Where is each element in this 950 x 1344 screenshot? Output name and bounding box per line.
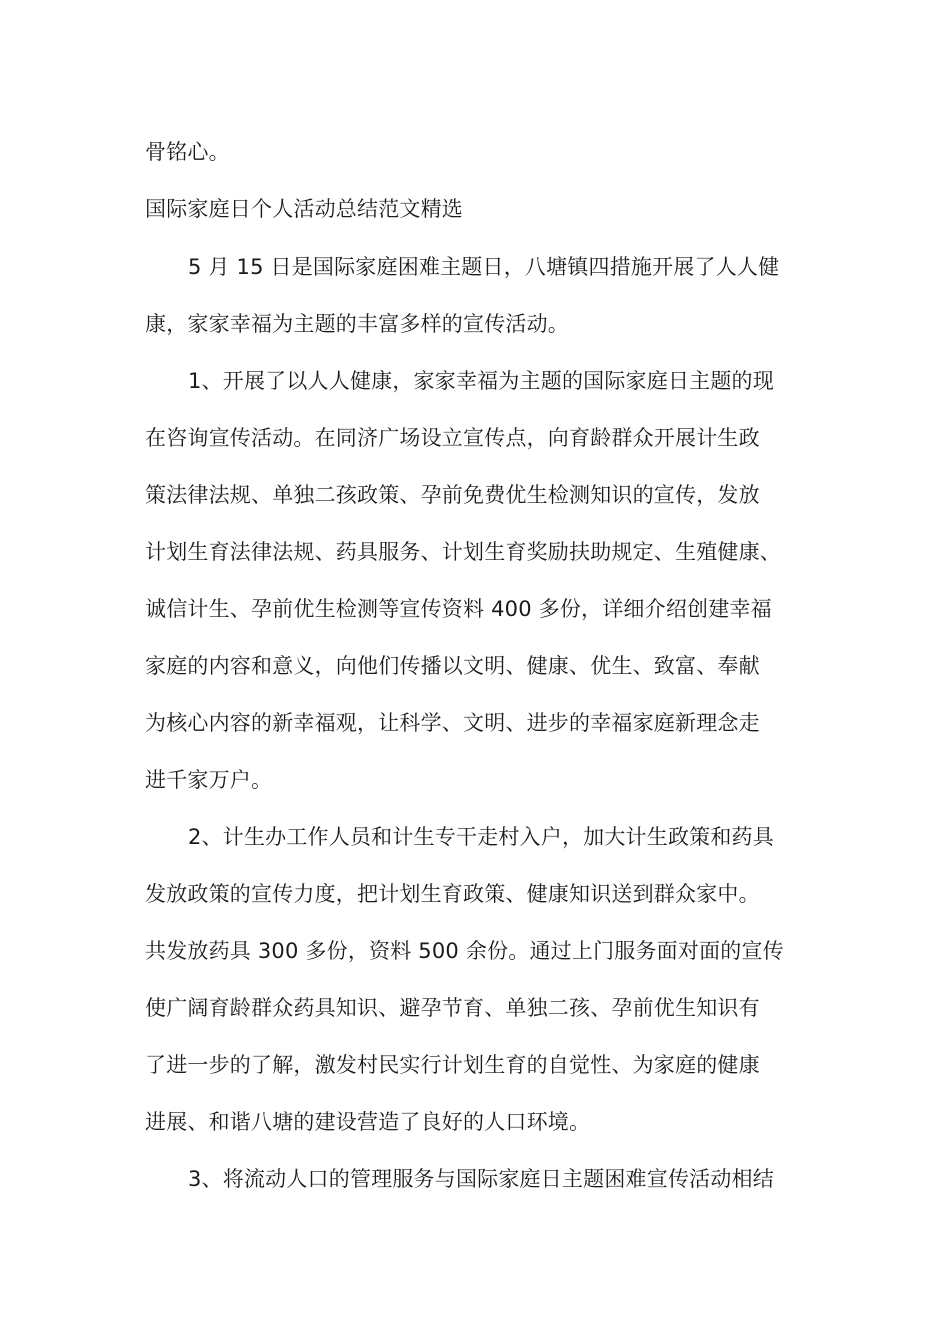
text-line: 家庭的内容和意义，向他们传播以文明、健康、优生、致富、奉献 [145,654,760,678]
text-line: 5 月 15 日是国际家庭困难主题日，八塘镇四措施开展了人人健 [188,255,780,279]
text-line: 3、将流动人口的管理服务与国际家庭日主题困难宣传活动相结 [188,1167,774,1191]
text-line: 共发放药具 300 多份，资料 500 余份。通过上门服务面对面的宣传 [145,939,784,963]
text-line: 进展、和谐八塘的建设营造了良好的人口环境。 [145,1110,591,1134]
text-line: 骨铭心。 [145,140,230,164]
text-line: 2、计生办工作人员和计生专干走村入户，加大计生政策和药具 [188,825,774,849]
text-line: 计划生育法律法规、药具服务、计划生育奖励扶助规定、生殖健康、 [145,540,781,564]
text-line: 康，家家幸福为主题的丰富多样的宣传活动。 [145,312,569,336]
text-line: 诚信计生、孕前优生检测等宣传资料 400 多份，详细介绍创建幸福 [145,597,772,621]
text-line: 进千家万户。 [145,768,273,792]
text-line: 策法律法规、单独二孩政策、孕前免费优生检测知识的宣传，发放 [145,483,760,507]
text-line: 使广阔育龄群众药具知识、避孕节育、单独二孩、孕前优生知识有 [145,996,760,1020]
text-line: 1、开展了以人人健康，家家幸福为主题的国际家庭日主题的现 [188,369,774,393]
section-title: 国际家庭日个人活动总结范文精选 [145,197,463,221]
text-line: 在咨询宣传活动。在同济广场设立宣传点，向育龄群众开展计生政 [145,426,760,450]
text-line: 发放政策的宣传力度，把计划生育政策、健康知识送到群众家中。 [145,882,760,906]
text-line: 了进一步的了解，激发村民实行计划生育的自觉性、为家庭的健康 [145,1053,760,1077]
text-line: 为核心内容的新幸福观，让科学、文明、进步的幸福家庭新理念走 [145,711,760,735]
